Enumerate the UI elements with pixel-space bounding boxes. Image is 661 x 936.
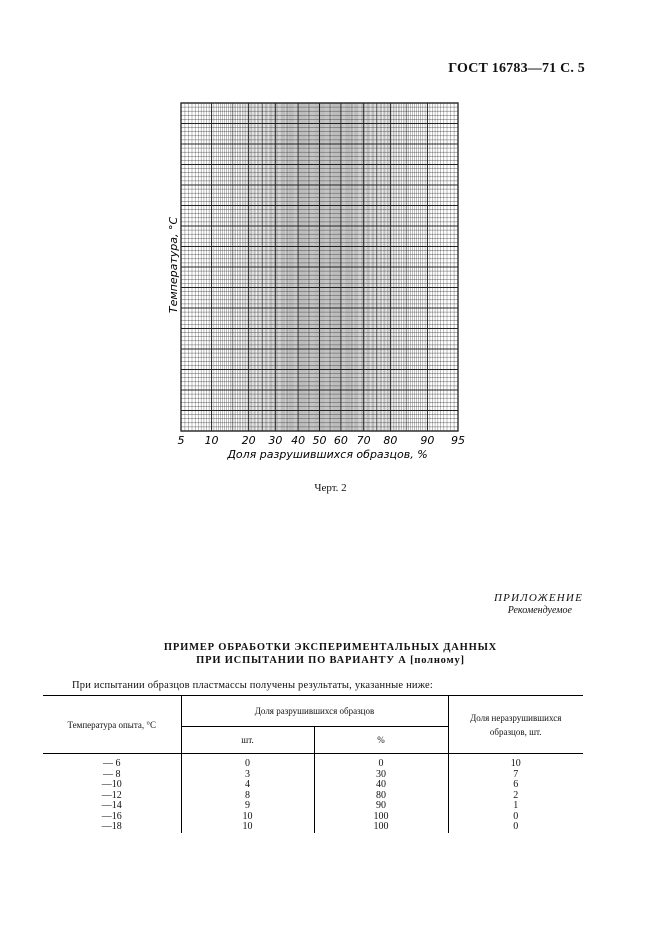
- x-axis-label: Доля разрушившихся образцов, %: [227, 448, 428, 461]
- cell-pcs: 10: [181, 822, 314, 833]
- cell-unbroken: 0: [448, 812, 583, 823]
- table-row: [43, 822, 583, 833]
- cell-temperature: —12: [101, 789, 122, 801]
- x-tick-label: 90: [420, 434, 435, 447]
- cell-pct: 30: [314, 770, 448, 781]
- cell-unbroken: 7: [448, 770, 583, 781]
- appendix-label: ПРИЛОЖЕНИЕ: [494, 592, 583, 604]
- figure-caption: Черт. 2: [314, 482, 347, 494]
- table-row: [43, 812, 583, 823]
- header-pct: %: [314, 727, 448, 754]
- table-row: [43, 791, 583, 802]
- y-axis-label: Температура, °С: [167, 216, 180, 314]
- x-tick-label: 50: [312, 434, 327, 447]
- x-tick-label: 40: [291, 434, 306, 447]
- table-row: [43, 770, 583, 781]
- intro-text: При испытании образцов пластмассы получены результаты, указанные ниже:: [72, 680, 434, 691]
- x-tick-label: 10: [204, 434, 219, 447]
- cell-pcs: 9: [181, 801, 314, 812]
- cell-pcs: 10: [181, 812, 314, 823]
- cell-pct: 0: [314, 754, 448, 770]
- results-table: [43, 695, 583, 833]
- x-tick-label: 30: [268, 434, 283, 447]
- cell-pcs: 4: [181, 780, 314, 791]
- cell-pct: 100: [314, 812, 448, 823]
- cell-temperature: — 6: [103, 758, 121, 769]
- cell-pct: 100: [314, 822, 448, 833]
- x-tick-label: 70: [356, 434, 371, 447]
- cell-temperature: —18: [101, 821, 122, 832]
- table-row: [43, 780, 583, 791]
- header-broken-share: Доля разрушившихся образцов: [181, 696, 448, 727]
- cell-pcs: 3: [181, 770, 314, 781]
- x-tick-label: 5: [177, 434, 185, 447]
- header-unbroken-share: Доля неразрушившихся образцов, шт.: [448, 696, 583, 754]
- x-tick-label: 80: [383, 434, 398, 447]
- table-row: [43, 801, 583, 812]
- cell-pct: 90: [314, 801, 448, 812]
- cell-pcs: 8: [181, 791, 314, 802]
- cell-temperature: —16: [101, 810, 122, 822]
- cell-pct: 80: [314, 791, 448, 802]
- cell-unbroken: 0: [448, 822, 583, 833]
- section-title-line1: ПРИМЕР ОБРАБОТКИ ЭКСПЕРИМЕНТАЛЬНЫХ ДАННЫХ: [163, 642, 498, 653]
- cell-unbroken: 10: [448, 754, 583, 770]
- cell-temperature: —14: [101, 800, 122, 811]
- section-title-line2: ПРИ ИСПЫТАНИИ ПО ВАРИАНТУ А [полному]: [196, 655, 465, 666]
- cell-temperature: — 8: [103, 768, 121, 780]
- x-tick-label: 20: [241, 434, 256, 447]
- cell-pct: 40: [314, 780, 448, 791]
- header-pcs: шт.: [181, 727, 314, 754]
- cell-temperature: —10: [101, 779, 122, 790]
- page-header: ГОСТ 16783—71 С. 5: [448, 61, 585, 76]
- table-row: [43, 754, 583, 770]
- header-temperature: Температура опыта, °С: [43, 696, 181, 754]
- x-tick-label: 95: [451, 434, 465, 447]
- cell-pcs: 0: [181, 754, 314, 770]
- x-tick-label: 60: [333, 434, 348, 447]
- cell-unbroken: 2: [448, 791, 583, 802]
- table-body: [43, 754, 583, 833]
- cell-unbroken: 1: [448, 801, 583, 812]
- cell-unbroken: 6: [448, 780, 583, 791]
- appendix-sub: Рекомендуемое: [507, 605, 572, 616]
